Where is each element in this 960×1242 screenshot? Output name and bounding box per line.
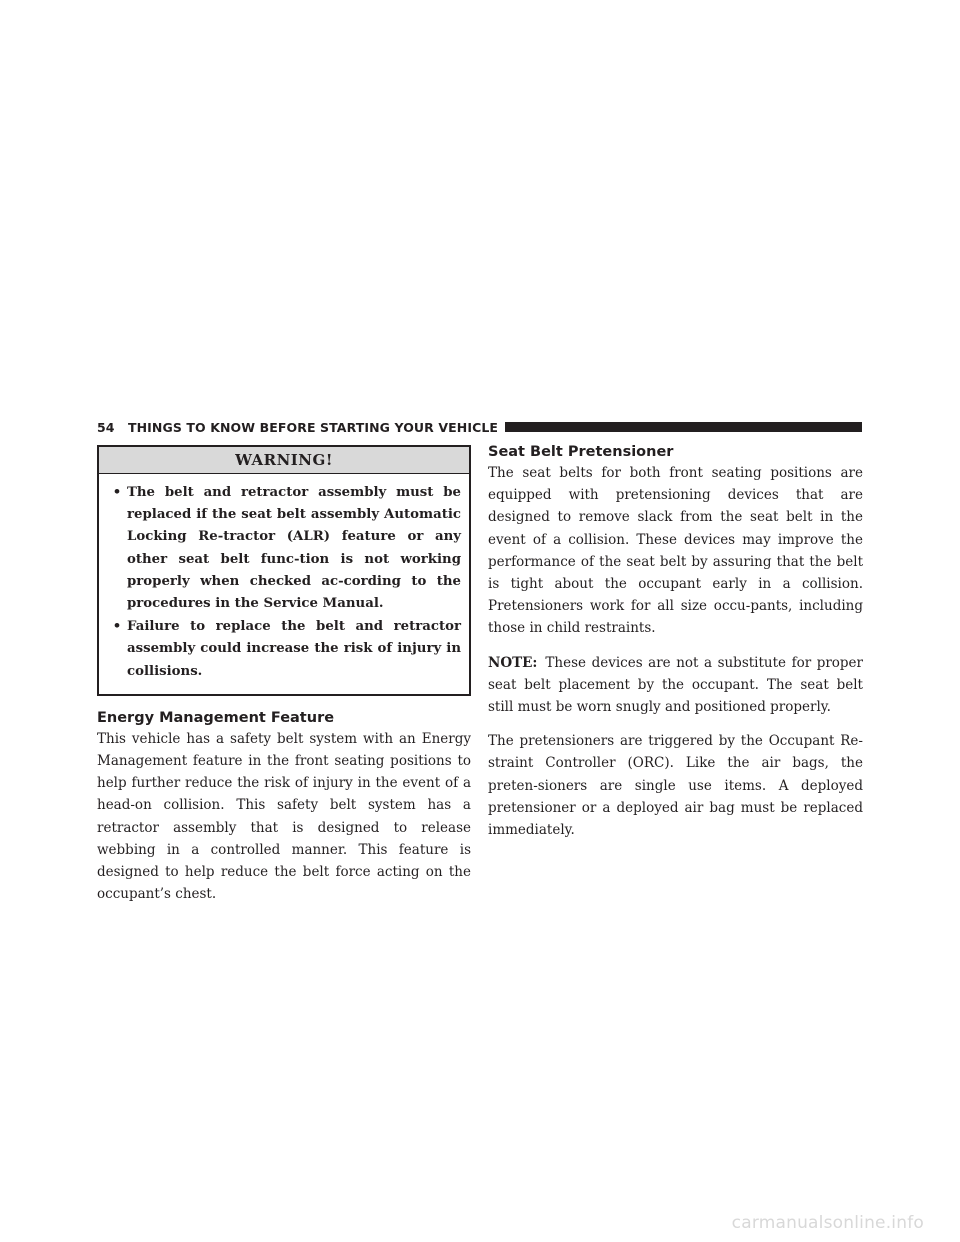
left-column xyxy=(97,445,471,905)
pretensioner-heading: Seat Belt Pretensioner xyxy=(488,444,674,460)
warning-title: WARNING! xyxy=(99,447,469,474)
bullet-icon: • xyxy=(112,485,122,500)
warning-item-text: The belt and retractor assembly must be replaced if the seat belt assembly Automatic Locking Re-tractor (ALR) feature or any other seat belt func-tion is not working properly when checked ac-cording to the procedures in the Service Manual. xyxy=(127,485,461,612)
note-text: These devices are not a substitute for proper seat belt placement by the occupant. The seat belt still must be worn snugly and positioned properly. xyxy=(488,654,863,716)
right-column xyxy=(488,442,863,841)
bullet-icon: • xyxy=(112,619,122,635)
note-paragraph xyxy=(488,652,863,719)
warning-item xyxy=(107,616,461,683)
energy-management-heading: Energy Management Feature xyxy=(97,709,335,726)
section-running-title: THINGS TO KNOW BEFORE STARTING YOUR VEHICLE xyxy=(127,419,499,435)
warning-item-text: Failure to replace the belt and retractor assembly could increase the risk of injury in collisions. xyxy=(127,619,461,679)
page-header-text xyxy=(97,420,498,435)
warning-item xyxy=(107,482,461,615)
note-label: NOTE: xyxy=(488,654,538,671)
warning-list xyxy=(99,474,469,694)
page-header xyxy=(97,418,862,436)
pretensioner-paragraph-1: The seat belts for both front seating positions are equipped with pretensioning devices that are designed to remove slack from the seat belt in the event of a collision. These devices may improve the performance of the seat belt by assuring that the belt is tight about the occupant early in a collision. Pretensioners work for all size occu-pants, including those in child restraints. xyxy=(488,465,863,637)
warning-box xyxy=(97,445,471,696)
pretensioner-paragraph-3: The pretensioners are triggered by the Occupant Re-straint Controller (ORC). Like the air bags, the preten-sioners are single use items. A deployed pretensioner or a deployed air bag must be replaced immediately. xyxy=(488,733,863,839)
header-rule xyxy=(505,422,862,432)
watermark: carmanualsonline.info xyxy=(731,1213,924,1233)
page-number: 54 xyxy=(97,419,115,435)
energy-management-body: This vehicle has a safety belt system with an Energy Management feature in the front seating positions to help further reduce the risk of injury in the event of a head-on collision. This safety belt system has a retractor assembly that is designed to release webbing in a controlled manner. This feature is designed to help reduce the belt force acting on the occupant’s chest. xyxy=(97,730,471,903)
